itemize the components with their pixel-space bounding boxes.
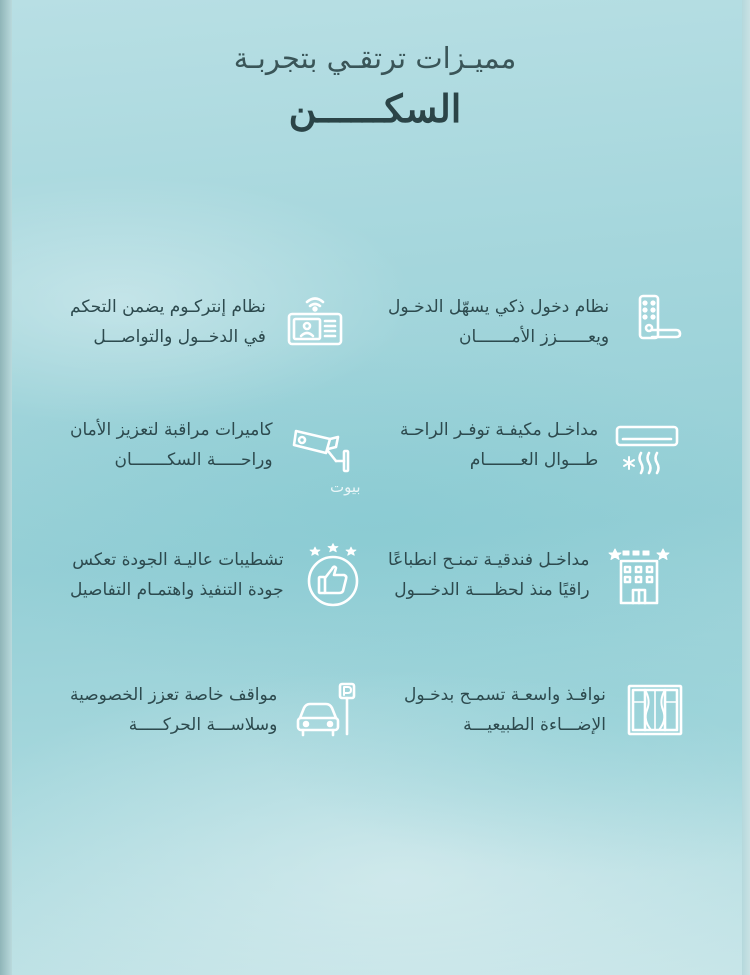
feature-finishes [70,535,368,615]
hotel-building-icon [604,540,674,610]
parking-car-icon [291,675,361,745]
feature-line-1: كاميرات مراقبة لتعزيز الأمان [70,420,273,440]
smart-lock-icon [623,287,693,357]
feature-line-2: وسلاســـة الحركـــــة [128,715,278,735]
feature-line-2: ويعــــــزز الأمـــــــان [459,327,610,347]
watermark-logo: بيوت [330,478,361,496]
feature-line-2: وراحـــــة السكـــــــان [114,450,273,470]
right-border [742,0,750,975]
feature-parking [70,670,361,750]
left-border [0,0,12,975]
feature-line-1: نوافـذ واسعـة تسمـح بدخـول [404,685,606,705]
feature-ac [400,405,682,485]
feature-line-2: جودة التنفيذ واهتمـام التفاصيل [70,580,284,600]
feature-hotel-entrances [388,535,674,615]
feature-line-1: نظام دخول ذكي يسهّل الدخـول [388,297,610,317]
feature-line-2: الإضـــاءة الطبيعيـــة [463,715,606,735]
feature-line-1: مواقف خاصة تعزز الخصوصية [70,685,278,705]
security-camera-icon [287,410,357,480]
title-line-1: مميـزات ترتقـي بتجربـة [233,41,517,75]
feature-line-1: تشطيبات عاليـة الجودة تعكس [72,550,284,570]
air-conditioner-icon [612,410,682,480]
window-icon [620,675,690,745]
feature-cameras [70,405,357,485]
feature-smart-entry [388,282,693,362]
title-line-2: السكــــــن [288,86,462,131]
feature-line-2: طـــوال العـــــــام [469,450,599,470]
intercom-icon [280,287,350,357]
feature-intercom [70,282,350,362]
feature-line-2: في الدخــول والتواصـــل [93,327,266,347]
thumbs-up-icon [298,540,368,610]
feature-windows [404,670,690,750]
feature-line-1: نظام إنتركـوم يضمن التحكم [70,297,266,317]
title-block [0,36,750,134]
feature-line-1: مداخـل مكيفـة توفـر الراحـة [400,420,599,440]
feature-line-2: راقيًا منذ لحظــــة الدخـــول [394,580,590,600]
feature-line-1: مداخـل فندقيـة تمنـح انطباعًا [388,550,590,570]
